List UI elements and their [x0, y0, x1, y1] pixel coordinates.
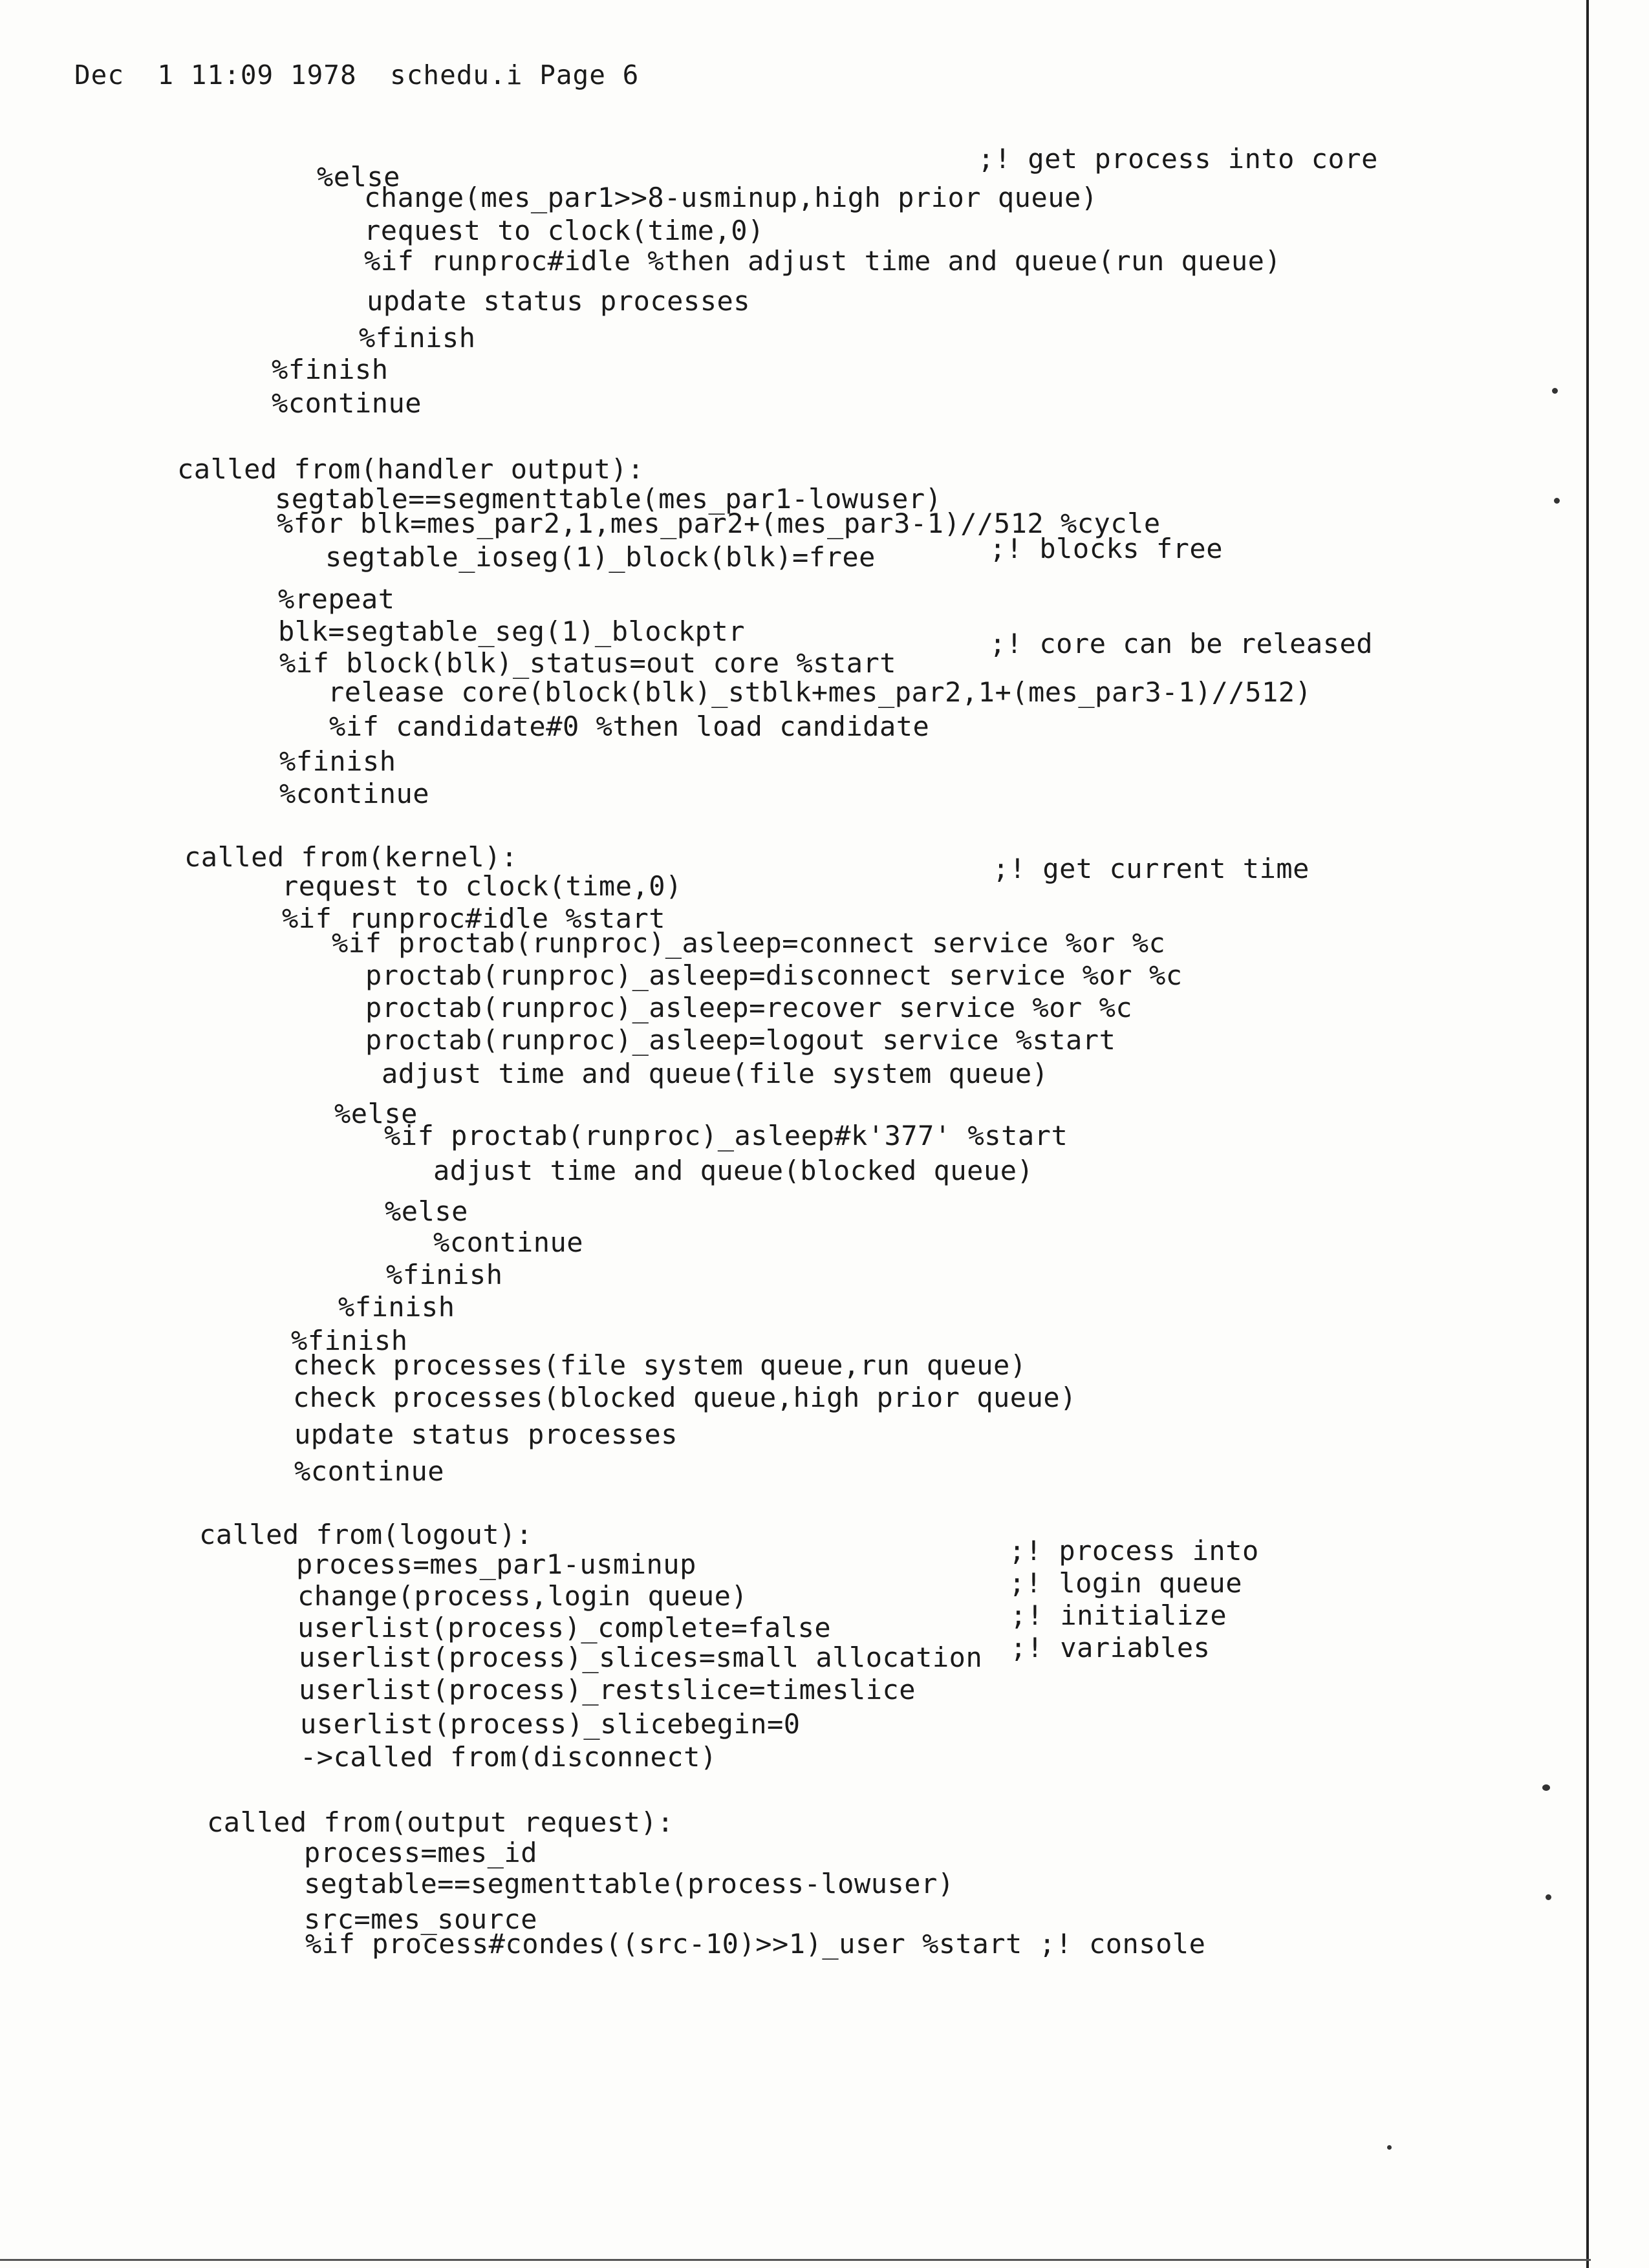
code-line: %finish — [291, 1325, 408, 1356]
code-line: %finish — [272, 354, 389, 385]
scan-speck — [1554, 498, 1560, 504]
code-line: %if proctab(runproc)_asleep=connect service %or %c — [332, 927, 1166, 959]
code-line: change(mes_par1>>8-usminup,high prior queue) — [364, 182, 1098, 213]
code-line: segtable==segmenttable(process-lowuser) — [304, 1868, 954, 1899]
scan-speck — [1552, 388, 1558, 394]
code-line: userlist(process)_slices=small allocation — [299, 1642, 983, 1673]
code-line: adjust time and queue(blocked queue) — [433, 1155, 1034, 1186]
header-file: schedu.i — [390, 59, 523, 91]
code-line: check processes(blocked queue,high prior queue) — [293, 1382, 1077, 1413]
code-comment: ;! blocks free — [989, 533, 1223, 564]
code-line: userlist(process)_slicebegin=0 — [300, 1708, 801, 1740]
code-line: %finish — [279, 745, 396, 777]
code-line: %if block(blk)_status=out core %start — [279, 647, 897, 679]
page-header — [74, 59, 639, 91]
section-heading: called from(output request): — [207, 1806, 674, 1838]
code-line: %finish — [338, 1291, 455, 1323]
code-line: %else — [317, 161, 400, 193]
code-line: userlist(process)_restslice=timeslice — [299, 1674, 916, 1706]
section-heading: called from(kernel): — [184, 841, 518, 873]
code-comment: ;! initialize — [1010, 1599, 1227, 1631]
code-line: change(process,login queue) — [297, 1580, 748, 1612]
code-line: release core(block(blk)_stblk+mes_par2,1+(mes_par3-1)//512) — [328, 676, 1312, 708]
code-line: %continue — [279, 778, 430, 809]
code-line: userlist(process)_complete=false — [297, 1612, 832, 1643]
code-comment: ;! process into — [1009, 1535, 1259, 1567]
code-comment: ;! core can be released — [989, 628, 1374, 659]
page-edge-line — [0, 2259, 1591, 2261]
code-line: process=mes_par1-usminup — [296, 1548, 696, 1580]
code-line: request to clock(time,0) — [364, 215, 764, 246]
section-heading: called from(handler output): — [177, 453, 645, 485]
code-line: segtable_ioseg(1)_block(blk)=free — [325, 541, 876, 573]
code-line: %continue — [433, 1226, 584, 1258]
code-line: update status processes — [294, 1418, 678, 1450]
code-line: proctab(runproc)_asleep=logout service %start — [365, 1024, 1116, 1056]
code-line: proctab(runproc)_asleep=disconnect service %or %c — [365, 959, 1183, 991]
scan-speck — [1542, 1784, 1550, 1791]
scan-speck — [1387, 2145, 1392, 2150]
code-line: %else — [334, 1098, 418, 1129]
code-line: blk=segtable_seg(1)_blockptr — [278, 615, 746, 647]
code-line: %if candidate#0 %then load candidate — [329, 711, 930, 742]
code-comment: ;! login queue — [1009, 1567, 1243, 1599]
header-page: Page 6 — [539, 59, 640, 91]
section-heading: called from(logout): — [199, 1519, 533, 1550]
code-line: process=mes_id — [304, 1837, 538, 1868]
code-line: %continue — [272, 387, 422, 419]
code-line: %if process#condes((src-10)>>1)_user %start ;! console — [305, 1928, 1206, 1960]
code-line: %if runproc#idle %then adjust time and queue(run queue) — [364, 245, 1282, 277]
code-line: %repeat — [278, 583, 395, 615]
code-line: %if runproc#idle %start — [282, 903, 666, 934]
code-comment: ;! variables — [1010, 1632, 1211, 1664]
code-comment: ;! get process into core — [978, 143, 1378, 175]
code-line: proctab(runproc)_asleep=recover service %or %c — [365, 992, 1133, 1023]
code-line: ->called from(disconnect) — [300, 1741, 717, 1773]
code-line: %finish — [386, 1259, 503, 1290]
code-line: %finish — [359, 322, 476, 354]
code-line: adjust time and queue(file system queue) — [382, 1058, 1049, 1089]
code-line: src=mes_source — [304, 1903, 538, 1935]
page-edge-line — [1586, 0, 1589, 2268]
code-line: %for blk=mes_par2,1,mes_par2+(mes_par3-1)//512 %cycle — [277, 508, 1161, 539]
code-comment: ;! get current time — [993, 853, 1310, 884]
header-date: Dec 1 11:09 1978 — [74, 59, 357, 91]
code-line: update status processes — [367, 285, 751, 317]
code-line: segtable==segmenttable(mes_par1-lowuser) — [275, 483, 942, 515]
code-line: %else — [385, 1195, 468, 1227]
code-line: %continue — [294, 1455, 445, 1487]
code-line: check processes(file system queue,run queue) — [293, 1349, 1027, 1381]
code-line: %if proctab(runproc)_asleep#k'377' %start — [384, 1120, 1068, 1151]
code-line: request to clock(time,0) — [282, 870, 682, 902]
scan-speck — [1546, 1894, 1551, 1900]
